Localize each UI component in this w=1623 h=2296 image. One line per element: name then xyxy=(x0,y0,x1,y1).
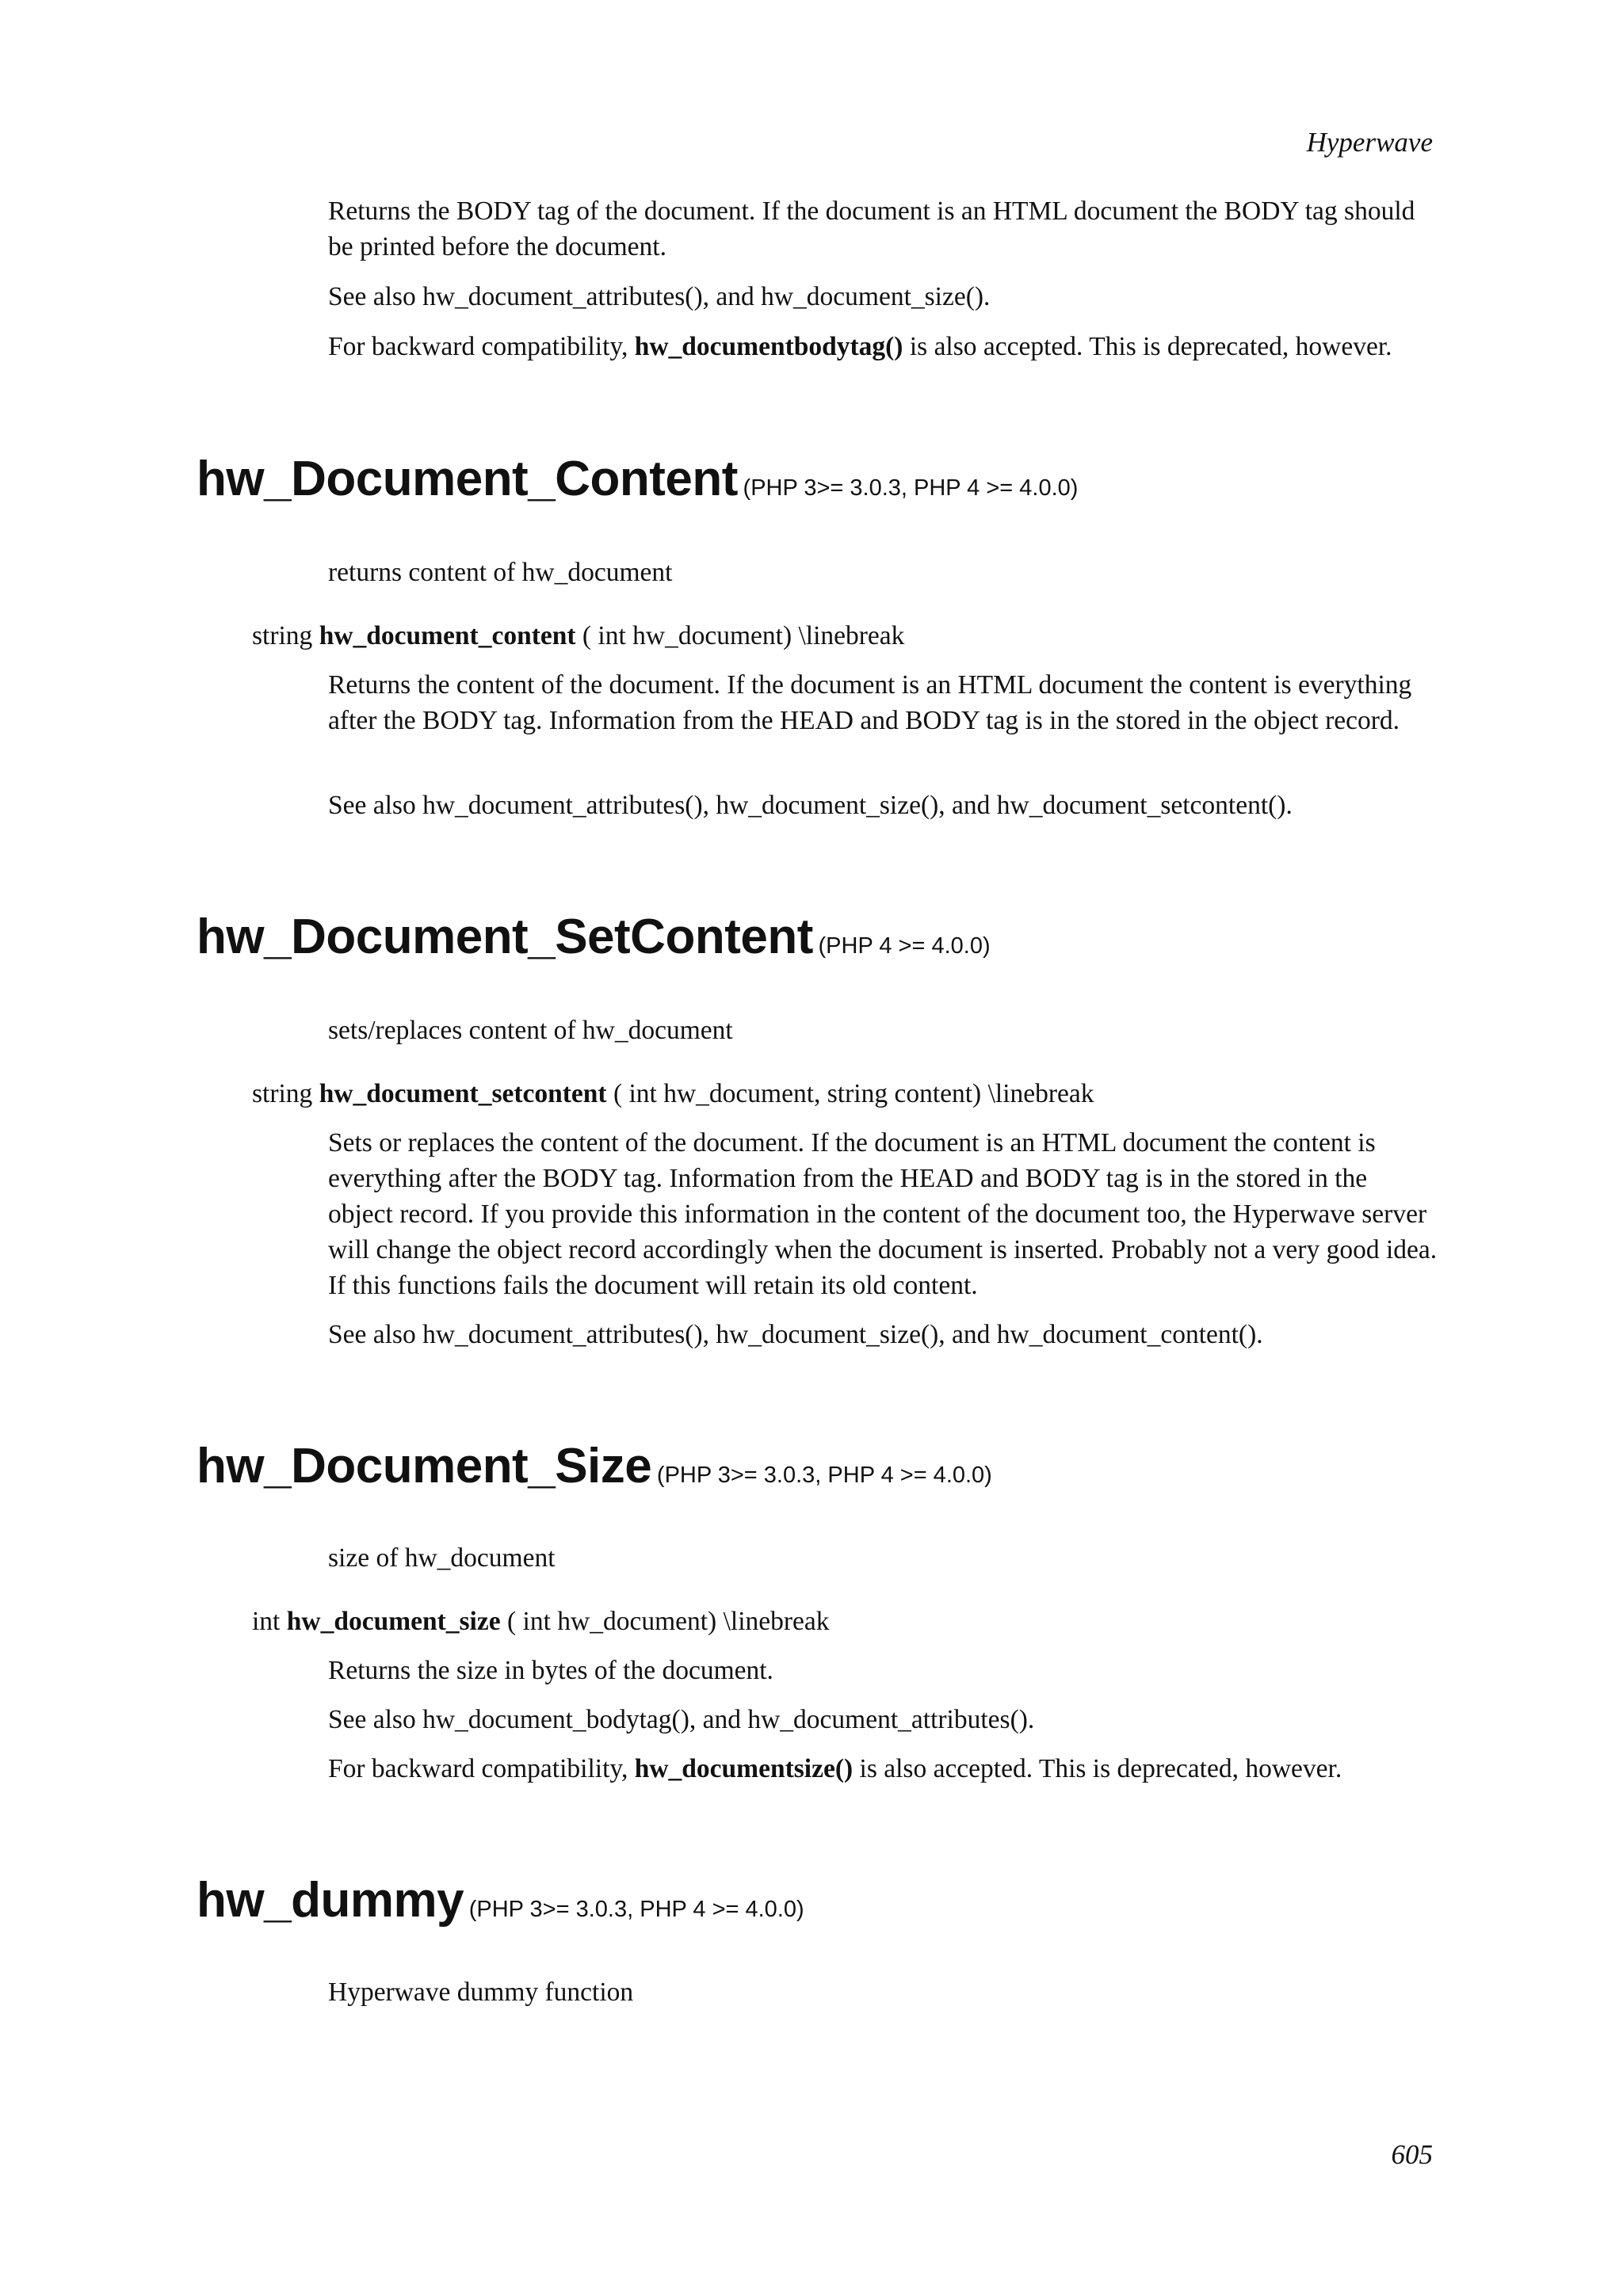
function-prototype xyxy=(252,1604,1441,1639)
function-name: hw_document_content xyxy=(319,621,576,650)
version-info: (PHP 3>= 3.0.3, PHP 4 >= 4.0.0) xyxy=(468,1897,804,1922)
compat-text-before: For backward compatibility, xyxy=(328,332,635,361)
compat-function-name: hw_documentbodytag() xyxy=(634,332,903,361)
see-also-paragraph: See also hw_document_bodytag(), and hw_document_attributes(). xyxy=(328,1705,1035,1734)
function-prototype xyxy=(252,618,1441,654)
page-number: 605 xyxy=(1391,2139,1433,2170)
section-heading-document-setcontent xyxy=(197,906,991,979)
function-title: hw_Document_Content xyxy=(197,452,738,506)
function-args: ( int hw_document) \linebreak xyxy=(506,1607,830,1636)
function-purpose: returns content of hw_document xyxy=(328,558,673,587)
function-prototype xyxy=(252,1076,1441,1112)
function-title: hw_Document_SetContent xyxy=(197,910,813,964)
compat-text-before: For backward compatibility, xyxy=(328,1754,635,1783)
compat-text-after: is also accepted. This is deprecated, however. xyxy=(903,332,1392,361)
see-also-paragraph: See also hw_document_attributes(), hw_document_size(), and hw_document_content(). xyxy=(328,1320,1263,1349)
version-info: (PHP 4 >= 4.0.0) xyxy=(818,933,991,959)
function-title: hw_dummy xyxy=(197,1873,464,1928)
description-paragraph: Returns the size in bytes of the document. xyxy=(328,1656,773,1685)
section-heading-document-size xyxy=(197,1435,992,1508)
section-heading-document-content xyxy=(197,448,1078,521)
section-heading-dummy xyxy=(197,1869,804,1943)
version-info: (PHP 3>= 3.0.3, PHP 4 >= 4.0.0) xyxy=(743,475,1079,501)
compat-text-after: is also accepted. This is deprecated, however. xyxy=(853,1754,1342,1783)
function-args: ( int hw_document) \linebreak xyxy=(582,621,905,650)
compat-function-name: hw_documentsize() xyxy=(634,1754,854,1783)
description-paragraph: Sets or replaces the content of the document. If the document is an HTML document the content is everything after the BODY tag. Information from the HEAD and BODY tag is in the stored in the object record. If you provide this information in the content of the document too, the Hyperwave server will change the object record accordingly when the document is inserted. Probably not a very good idea. If this functions fails the document will retain its old content. xyxy=(328,1128,1438,1300)
intro-paragraph-1: Returns the BODY tag of the document. If the document is an HTML document the BODY tag should be printed before the document. xyxy=(328,196,1415,261)
intro-compat-note xyxy=(328,329,1438,364)
function-args: ( int hw_document, string content) \linebreak xyxy=(613,1079,1094,1108)
compat-note xyxy=(328,1751,1438,1787)
return-type: string xyxy=(252,1079,313,1108)
function-name: hw_document_setcontent xyxy=(319,1079,607,1108)
function-title: hw_Document_Size xyxy=(197,1439,652,1493)
see-also-paragraph: See also hw_document_attributes(), hw_document_size(), and hw_document_setcontent(). xyxy=(328,791,1293,820)
version-info: (PHP 3>= 3.0.3, PHP 4 >= 4.0.0) xyxy=(656,1463,992,1488)
description-paragraph: Returns the content of the document. If the document is an HTML document the content is everything after the BODY tag. Information from the HEAD and BODY tag is in the stored in the object record. xyxy=(328,670,1412,735)
return-type: int xyxy=(252,1607,281,1636)
return-type: string xyxy=(252,621,313,650)
intro-paragraph-2: See also hw_document_attributes(), and hw_document_size(). xyxy=(328,282,991,311)
function-name: hw_document_size xyxy=(286,1607,501,1636)
running-head: Hyperwave xyxy=(1306,127,1433,158)
function-purpose: size of hw_document xyxy=(328,1543,556,1573)
function-purpose: Hyperwave dummy function xyxy=(328,1978,634,2007)
function-purpose: sets/replaces content of hw_document xyxy=(328,1016,733,1045)
